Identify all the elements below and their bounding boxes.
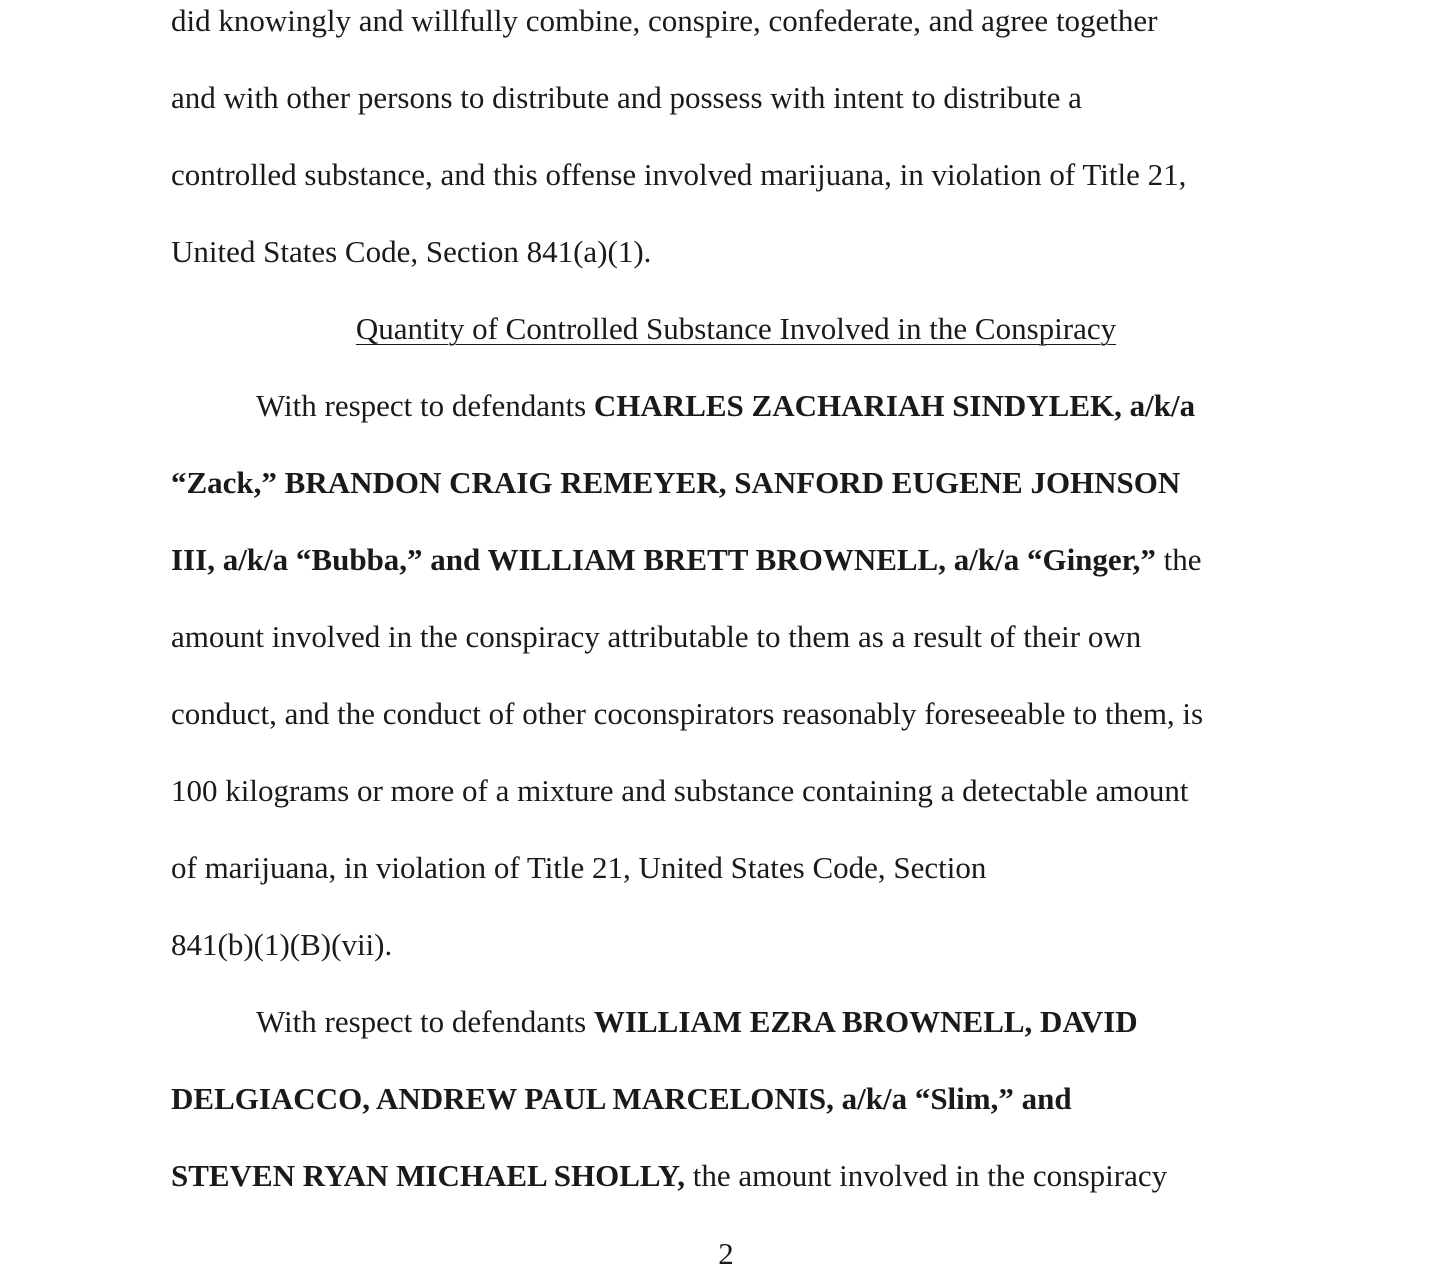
paragraph-text: With respect to defendants — [256, 1004, 594, 1039]
paragraph-line — [171, 1137, 1291, 1214]
defendant-names: III, a/k/a “Bubba,” and WILLIAM BRETT BROWNELL, a/k/a “Ginger,” — [171, 542, 1156, 577]
paragraph-text: the — [1155, 542, 1202, 577]
quantity-paragraph-2 — [171, 983, 1291, 1214]
quantity-paragraph-1 — [171, 367, 1291, 983]
defendant-names: “Zack,” BRANDON CRAIG REMEYER, SANFORD EUGENE JOHNSON — [171, 465, 1181, 500]
document-page — [171, 0, 1291, 1214]
paragraph-line: conduct, and the conduct of other coconspirators reasonably foreseeable to them, is — [171, 696, 1204, 731]
paragraph-text: the amount involved in the conspiracy — [685, 1158, 1168, 1193]
paragraph-text: With respect to defendants — [256, 388, 594, 423]
paragraph-line: 100 kilograms or more of a mixture and substance containing a detectable amount — [171, 773, 1189, 808]
defendant-names: WILLIAM EZRA BROWNELL, DAVID — [593, 1004, 1138, 1039]
paragraph-line — [171, 1060, 1291, 1137]
paragraph-line — [171, 367, 1291, 444]
paragraph-line: of marijuana, in violation of Title 21, United States Code, Section — [171, 850, 987, 885]
defendant-names: STEVEN RYAN MICHAEL SHOLLY, — [171, 1158, 686, 1193]
paragraph-line — [171, 983, 1291, 1060]
paragraph-line: 841(b)(1)(B)(vii). — [171, 927, 393, 962]
intro-line: United States Code, Section 841(a)(1). — [171, 234, 652, 269]
intro-paragraph — [171, 0, 1291, 290]
intro-line: did knowingly and willfully combine, conspire, confederate, and agree together — [171, 3, 1158, 38]
section-heading: Quantity of Controlled Substance Involved in the Conspiracy — [355, 311, 1117, 346]
paragraph-line — [171, 444, 1291, 521]
paragraph-line — [171, 521, 1291, 598]
page-number: 2 — [718, 1236, 734, 1271]
intro-line: controlled substance, and this offense involved marijuana, in violation of Title 21, — [171, 157, 1187, 192]
paragraph-line: amount involved in the conspiracy attributable to them as a result of their own — [171, 619, 1142, 654]
defendant-names: DELGIACCO, ANDREW PAUL MARCELONIS, a/k/a “Slim,” and — [171, 1081, 1072, 1116]
defendant-names: CHARLES ZACHARIAH SINDYLEK, a/k/a — [593, 388, 1196, 423]
intro-line: and with other persons to distribute and possess with intent to distribute a — [171, 80, 1082, 115]
